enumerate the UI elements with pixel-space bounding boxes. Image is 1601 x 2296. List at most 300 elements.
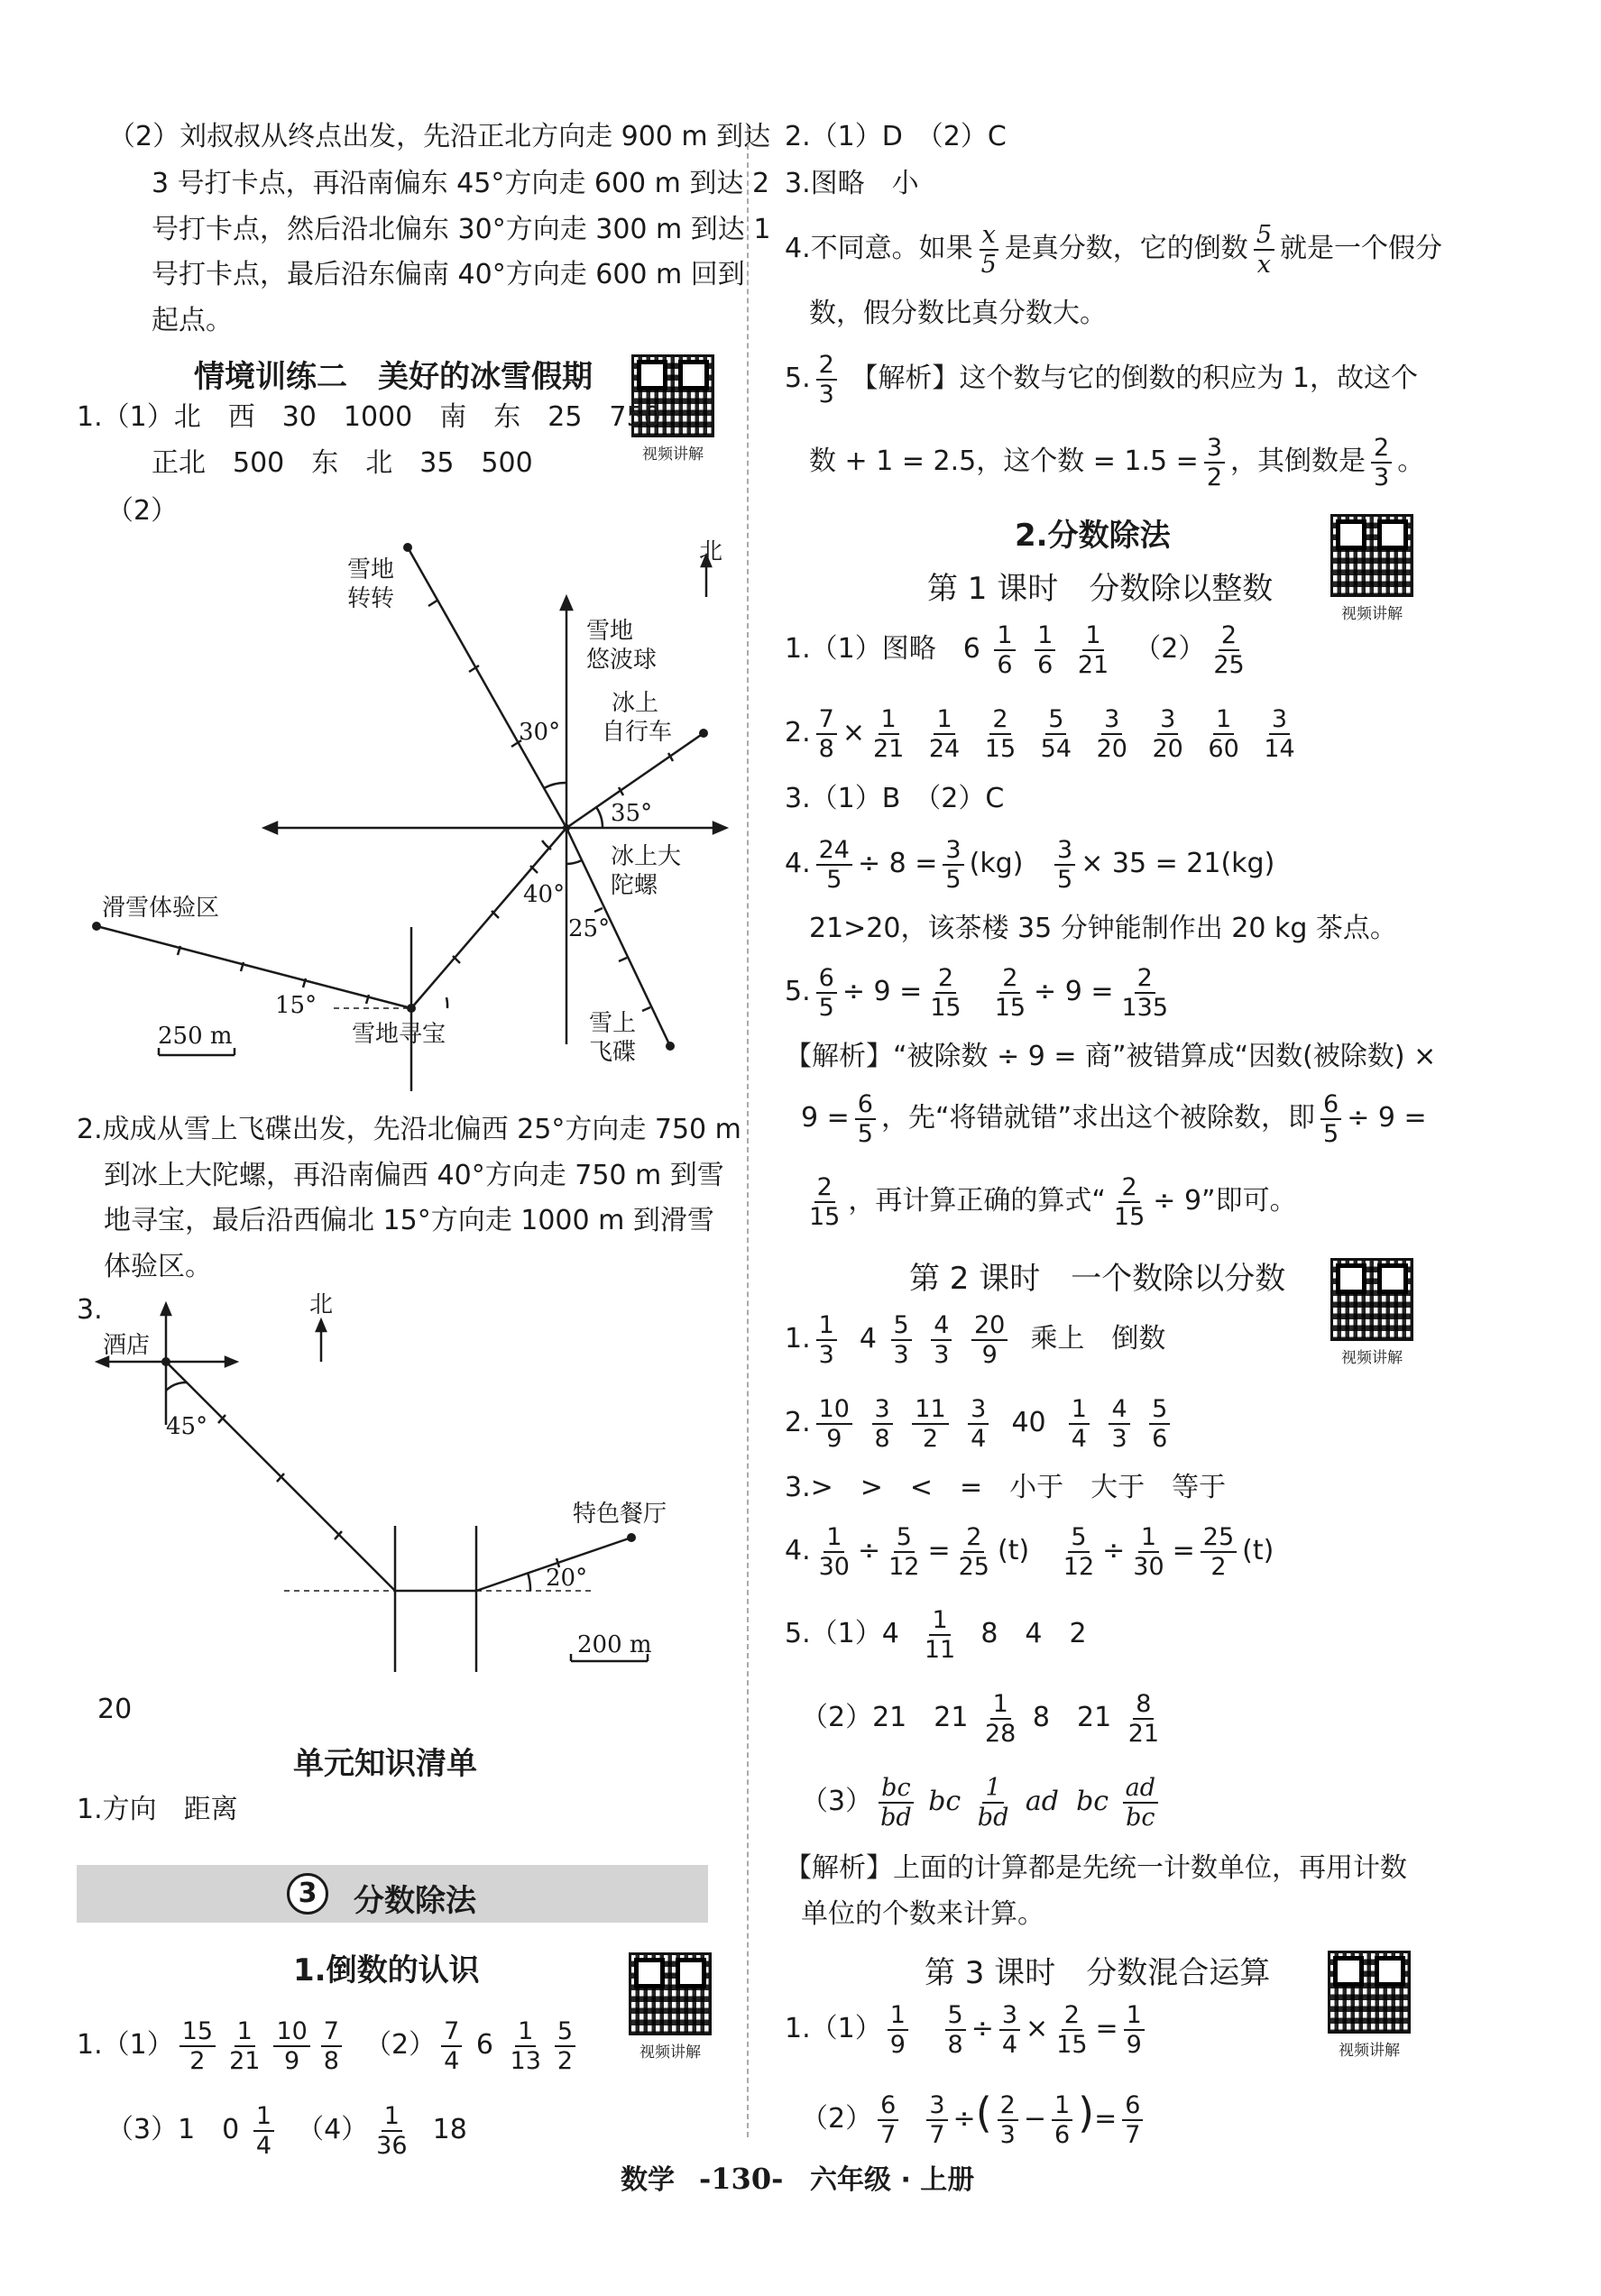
fraction bbox=[373, 2102, 409, 2160]
fraction bbox=[1205, 705, 1241, 763]
numerator: 1 bbox=[934, 705, 954, 735]
answer-2-line-4: 号打卡点，最后沿东偏南 40°方向走 600 m 回到 bbox=[152, 259, 745, 290]
denominator: 9 bbox=[826, 1424, 842, 1453]
denominator: 3 bbox=[893, 1340, 909, 1369]
numerator: 7 bbox=[321, 2017, 342, 2047]
denominator: 21 bbox=[1077, 650, 1109, 679]
qr-code bbox=[1330, 1258, 1413, 1341]
denominator: 4 bbox=[1001, 2030, 1018, 2059]
fraction bbox=[1038, 705, 1074, 763]
qr-caption: 视频讲解 bbox=[1339, 2042, 1400, 2060]
k1-q1: 1.（1）图略 6 $\frac{1}{6}$ $\frac{1}{6}$ $\frac{1}{21}$ （2） $\frac{2}{25}$ bbox=[785, 613, 1253, 685]
denominator: x bbox=[1256, 250, 1272, 279]
denominator: 21 bbox=[229, 2046, 261, 2075]
numerator: 1 bbox=[929, 1606, 950, 1636]
fraction bbox=[872, 1395, 893, 1453]
fraction bbox=[1210, 621, 1247, 679]
numerator: 3 bbox=[926, 2091, 947, 2121]
fraction bbox=[927, 964, 963, 1022]
numerator: 6 bbox=[816, 964, 837, 994]
numerator: 3 bbox=[1157, 705, 1178, 735]
denominator: 3 bbox=[1374, 463, 1390, 491]
answer-q2-line-1: 2.成成从雪上飞碟出发，先沿北偏西 25°方向走 750 m bbox=[77, 1114, 741, 1145]
reciprocal-q1-row-2: （3）1 0 $\frac{1}{4}$ （4） $\frac{1}{36}$ 18 bbox=[106, 2101, 467, 2160]
fraction bbox=[931, 1311, 952, 1369]
denominator: 5 bbox=[1323, 1119, 1339, 1148]
denominator: 8 bbox=[323, 2046, 339, 2075]
denominator: bc bbox=[1126, 1803, 1155, 1832]
answer-q2-line-2: 到冰上大陀螺，再沿南偏西 40°方向走 750 m 到雪 bbox=[104, 1160, 724, 1191]
numerator: 1 bbox=[888, 2001, 908, 2031]
numerator: 1 bbox=[253, 2102, 274, 2132]
numerator: 3 bbox=[1101, 705, 1122, 735]
denominator: 20 bbox=[1096, 734, 1127, 763]
r-answer-4-line-2: 数，假分数比真分数大。 bbox=[809, 298, 1107, 329]
fraction bbox=[1052, 2091, 1072, 2149]
denominator: 20 bbox=[1152, 734, 1183, 763]
fraction bbox=[816, 1395, 852, 1453]
map1-angle-35: 35° bbox=[611, 800, 653, 827]
fraction bbox=[1149, 705, 1185, 763]
denominator: 30 bbox=[1133, 1552, 1164, 1581]
map1-bike-1: 冰上 bbox=[612, 690, 659, 717]
denominator: 2 bbox=[1206, 463, 1222, 491]
map2-angle-20: 20° bbox=[546, 1565, 588, 1592]
numerator: 5 bbox=[945, 2001, 966, 2031]
denominator: 4 bbox=[1071, 1424, 1087, 1453]
fraction bbox=[1122, 2091, 1143, 2149]
k2-analysis-line-1: 【解析】上面的计算都是先统一计数单位，再用计数 bbox=[785, 1852, 1407, 1884]
footer-grade: 六年级 · 上册 bbox=[810, 2164, 975, 2196]
fraction bbox=[886, 1523, 922, 1581]
fraction bbox=[441, 2017, 462, 2075]
numerator: 24 bbox=[816, 836, 852, 866]
denominator: 2 bbox=[922, 1424, 939, 1453]
k2-q2: 2. $\frac{10}{9}$ $\frac{3}{8}$ $\frac{11}{2}$ $\frac{3}{4}$ 40 $\frac{1}{4}$ $\frac{4}{3}$ $\frac{5}{6}$ bbox=[785, 1387, 1175, 1459]
numerator: 25 bbox=[1201, 1523, 1237, 1553]
fraction bbox=[999, 2001, 1020, 2059]
fraction bbox=[982, 1690, 1018, 1748]
denominator: bd bbox=[880, 1803, 912, 1832]
numerator: 2 bbox=[935, 964, 956, 994]
numerator: 5 bbox=[891, 1311, 912, 1341]
denominator: 25 bbox=[1213, 650, 1245, 679]
denominator: 6 bbox=[1037, 650, 1054, 679]
k1-q5: 5. $\frac{6}{5}$ ÷ 9 = $\frac{2}{15}$ $\frac{2}{15}$ ÷ 9 = $\frac{2}{135}$ bbox=[785, 956, 1176, 1028]
numerator: 1 bbox=[1069, 1395, 1090, 1425]
qr-code bbox=[1330, 514, 1413, 597]
numerator: 1 bbox=[1138, 1523, 1159, 1553]
fraction bbox=[994, 621, 1015, 679]
fraction bbox=[1094, 705, 1130, 763]
fraction bbox=[891, 1311, 912, 1369]
k2-q4: 4. $\frac{1}{30}$ ÷ $\frac{5}{12}$ = $\frac{2}{25}$ (t) $\frac{5}{12}$ ÷ $\frac{1}{30}$ = $\frac{25}{2}$ (t) bbox=[785, 1522, 1274, 1581]
unit-number-badge: 3 bbox=[287, 1873, 328, 1915]
fraction bbox=[992, 964, 1028, 1022]
fraction bbox=[926, 2091, 947, 2149]
footer-subject: 数学 bbox=[621, 2164, 675, 2196]
map1-zhuanzhuan-1: 雪地 bbox=[347, 556, 395, 583]
denominator: 4 bbox=[971, 1424, 987, 1453]
denominator: 15 bbox=[1056, 2030, 1088, 2059]
map1-angle-30: 30° bbox=[519, 719, 561, 746]
numerator: 3 bbox=[943, 836, 963, 866]
k1-q4-line-2: 21>20，该茶楼 35 分钟能制作出 20 kg 茶点。 bbox=[809, 913, 1397, 944]
denominator: 14 bbox=[1264, 734, 1295, 763]
denominator: 13 bbox=[510, 2046, 541, 2075]
fraction bbox=[912, 1395, 948, 1453]
numerator: 15 bbox=[179, 2017, 216, 2047]
denominator: 15 bbox=[809, 1202, 841, 1231]
denominator: 5 bbox=[857, 1119, 873, 1148]
lesson-2-title: 第 2 课时 一个数除以分数 bbox=[909, 1261, 1286, 1297]
map1-north-label: 北 bbox=[699, 538, 723, 565]
numerator: 11 bbox=[912, 1395, 948, 1425]
map1-scale: 250 m bbox=[158, 1023, 233, 1050]
numerator: 1 bbox=[879, 705, 899, 735]
fraction bbox=[1261, 705, 1297, 763]
fraction bbox=[922, 1606, 958, 1664]
numerator: 5 bbox=[1045, 705, 1066, 735]
map1-angle-15: 15° bbox=[275, 992, 317, 1019]
denominator: 5 bbox=[818, 993, 834, 1022]
denominator: 3 bbox=[818, 1340, 834, 1369]
k1-analysis-line-3: $\frac{2}{15}$ ，再计算正确的算式“ $\frac{2}{15}$ ÷ 9”即可。 bbox=[801, 1165, 1297, 1237]
unit-title: 分数除法 bbox=[354, 1883, 476, 1919]
fraction bbox=[816, 1311, 837, 1369]
numerator: 2 bbox=[816, 351, 837, 381]
k1-q4: 4. $\frac{24}{5}$ ÷ 8 = $\frac{3}{5}$ (kg) $\frac{3}{5}$ × 35 = 21(kg) bbox=[785, 835, 1275, 894]
numerator: 10 bbox=[273, 2017, 309, 2047]
map1-xunbao: 雪地寻宝 bbox=[352, 1021, 446, 1048]
r-answer-4: 4.不同意。如果 $\frac{x}{5}$ 是真分数，它的倒数 $\frac{5}{x}$ 就是一个假分 bbox=[785, 220, 1442, 279]
fraction bbox=[816, 705, 837, 763]
map1-tuoluo-2: 陀螺 bbox=[611, 872, 658, 899]
fraction bbox=[555, 2017, 575, 2075]
r-answer-3: 3.图略 小 bbox=[785, 168, 919, 199]
r-answer-2: 2.（1）D （2）C bbox=[785, 121, 1007, 152]
denominator: 6 bbox=[1152, 1424, 1168, 1453]
fraction bbox=[979, 221, 999, 279]
denominator: 25 bbox=[958, 1552, 989, 1581]
map2-scale: 200 m bbox=[577, 1631, 652, 1658]
denominator: 12 bbox=[1063, 1552, 1095, 1581]
k1-analysis-line-2: 9 = $\frac{6}{5}$ ，先“将错就错”求出这个被除数，即 $\frac{6}{5}$ ÷ 9 = bbox=[801, 1089, 1427, 1148]
fraction bbox=[926, 705, 962, 763]
map1-tuoluo-1: 冰上大 bbox=[611, 843, 682, 870]
numerator: 2 bbox=[963, 1523, 984, 1553]
numerator: 4 bbox=[931, 1311, 952, 1341]
column-divider bbox=[747, 126, 749, 2137]
section-title-fraction-division: 2.分数除法 bbox=[1015, 518, 1171, 554]
fraction bbox=[945, 2001, 966, 2059]
denominator: 21 bbox=[872, 734, 905, 763]
fraction bbox=[1061, 1523, 1097, 1581]
numerator: 2 bbox=[999, 964, 1020, 994]
numerator: 3 bbox=[872, 1395, 893, 1425]
denominator: 21 bbox=[1127, 1719, 1160, 1748]
numerator: bc bbox=[879, 1774, 913, 1804]
numerator: 2 bbox=[1371, 434, 1392, 464]
fraction bbox=[855, 1090, 876, 1148]
fraction bbox=[1254, 221, 1274, 279]
k1-analysis-line-1: 【解析】“被除数 ÷ 9 = 商”被错算成“因数(被除数) × bbox=[785, 1041, 1437, 1072]
knowledge-list-title: 单元知识清单 bbox=[293, 1746, 477, 1782]
numerator: 2 bbox=[1219, 621, 1239, 651]
answer-q3-label: 3. bbox=[77, 1294, 103, 1326]
denominator: 11 bbox=[924, 1635, 956, 1664]
fraction bbox=[1124, 2001, 1145, 2059]
denominator: 3 bbox=[818, 380, 834, 409]
fraction bbox=[888, 2001, 908, 2059]
denominator: 4 bbox=[444, 2046, 460, 2075]
numerator: 6 bbox=[878, 2091, 898, 2121]
map1-zhuanzhuan-2: 转转 bbox=[347, 585, 395, 612]
denominator: 9 bbox=[981, 1340, 998, 1369]
fraction bbox=[1118, 964, 1171, 1022]
fraction bbox=[1054, 2001, 1090, 2059]
numerator: 20 bbox=[971, 1311, 1008, 1341]
qr-caption: 视频讲解 bbox=[1341, 605, 1403, 623]
r-answer-5: 5. $\frac{2}{3}$ 【解析】这个数与它的倒数的积应为 1，故这个 bbox=[785, 350, 1418, 409]
map1-youbo-2: 悠波球 bbox=[586, 647, 658, 674]
denominator: bd bbox=[977, 1803, 1009, 1832]
denominator: 15 bbox=[930, 993, 962, 1022]
numerator: 2 bbox=[989, 705, 1010, 735]
numerator: 8 bbox=[1133, 1690, 1154, 1720]
numerator: 7 bbox=[816, 705, 837, 735]
numerator: 2 bbox=[998, 2091, 1018, 2121]
numerator: 1 bbox=[1213, 705, 1234, 735]
numerator: 7 bbox=[441, 2017, 462, 2047]
fraction bbox=[816, 964, 837, 1022]
fraction bbox=[982, 705, 1018, 763]
map-hotel-restaurant bbox=[90, 1290, 704, 1686]
denominator: 9 bbox=[284, 2046, 300, 2075]
numerator: 3 bbox=[968, 1395, 989, 1425]
fraction bbox=[1126, 1690, 1162, 1748]
denominator: 9 bbox=[889, 2030, 906, 2059]
qr-code bbox=[629, 1952, 712, 2035]
map1-huaxue: 滑雪体验区 bbox=[102, 895, 220, 922]
fraction bbox=[998, 2091, 1018, 2149]
fraction bbox=[971, 1311, 1008, 1369]
map-winter-venues bbox=[77, 532, 744, 1109]
denominator: 8 bbox=[874, 1424, 890, 1453]
k2-q5-1: 5.（1）4 $\frac{1}{11}$ 8 4 2 bbox=[785, 1605, 1087, 1664]
denominator: 2 bbox=[189, 2046, 206, 2075]
scenario-q1-line-2: 正北 500 东 北 35 500 bbox=[152, 447, 533, 479]
numerator: 6 bbox=[1122, 2091, 1143, 2121]
answer-2-line-1: （2）刘叔叔从终点出发，先沿正北方向走 900 m 到达 bbox=[108, 121, 771, 152]
lesson-3-title: 第 3 课时 分数混合运算 bbox=[925, 1955, 1271, 1991]
k1-q3: 3.（1）B （2）C bbox=[785, 783, 1005, 814]
fraction bbox=[943, 836, 963, 894]
numerator: 1 bbox=[816, 1311, 837, 1341]
map1-feidie-1: 雪上 bbox=[589, 1010, 637, 1037]
fraction bbox=[321, 2017, 342, 2075]
numerator: 1 bbox=[1124, 2001, 1145, 2031]
denominator: 30 bbox=[818, 1552, 850, 1581]
fraction bbox=[1109, 1395, 1129, 1453]
fraction bbox=[1201, 1523, 1237, 1581]
denominator: 8 bbox=[947, 2030, 963, 2059]
qr-caption: 视频讲解 bbox=[639, 2043, 701, 2062]
qr-caption: 视频讲解 bbox=[642, 445, 704, 464]
section-title-scenario-2: 情境训练二 美好的冰雪假期 bbox=[194, 359, 593, 395]
denominator: 9 bbox=[1126, 2030, 1142, 2059]
denominator: 135 bbox=[1121, 993, 1169, 1022]
fraction bbox=[816, 836, 852, 894]
answer-2-line-5: 起点。 bbox=[152, 305, 233, 336]
map1-bike-2: 自行车 bbox=[602, 719, 673, 746]
map1-angle-25: 25° bbox=[568, 915, 611, 942]
fraction bbox=[1320, 1090, 1341, 1148]
denominator: 15 bbox=[984, 734, 1017, 763]
answer-2-line-3: 号打卡点，然后沿北偏东 30°方向走 300 m 到达 1 bbox=[152, 214, 771, 245]
numerator: 2 bbox=[814, 1173, 835, 1203]
denominator: 2 bbox=[557, 2046, 574, 2075]
fraction bbox=[878, 2091, 898, 2149]
lesson-title-reciprocal: 1.倒数的认识 bbox=[293, 1952, 480, 1988]
fraction bbox=[816, 351, 837, 409]
denominator: 3 bbox=[934, 1340, 950, 1369]
numerator: 5 bbox=[1254, 221, 1274, 251]
numerator: 3 bbox=[1269, 705, 1290, 735]
k3-q2: （2） $\frac{6}{7}$ $\frac{3}{7}$ ÷( $\frac{2}{3}$ − $\frac{1}{6}$ )= $\frac{6}{7}$ bbox=[801, 2077, 1148, 2155]
denominator: 12 bbox=[888, 1552, 920, 1581]
fraction bbox=[179, 2017, 216, 2075]
denominator: 5 bbox=[980, 250, 997, 279]
denominator: 3 bbox=[1111, 1424, 1127, 1453]
fraction bbox=[806, 1173, 842, 1231]
r-answer-5-line-2: 数 + 1 = 2.5，这个数 = 1.5 = $\frac{3}{2}$ ，其倒数是 $\frac{2}{3}$ 。 bbox=[809, 433, 1425, 491]
fraction bbox=[273, 2017, 309, 2075]
numerator: 1 bbox=[824, 1523, 844, 1553]
denominator: 24 bbox=[928, 734, 961, 763]
fraction bbox=[1371, 434, 1392, 491]
answer-2-line-2: 3 号打卡点，再沿南偏东 45°方向走 600 m 到达 2 bbox=[152, 168, 770, 199]
numerator: 5 bbox=[555, 2017, 575, 2047]
denominator: 6 bbox=[1054, 2120, 1071, 2149]
fraction bbox=[816, 1523, 852, 1581]
numerator: 1 bbox=[994, 621, 1015, 651]
denominator: 54 bbox=[1040, 734, 1072, 763]
numerator: 6 bbox=[855, 1090, 876, 1120]
numerator: 4 bbox=[1109, 1395, 1129, 1425]
fraction bbox=[1111, 1173, 1147, 1231]
fraction bbox=[226, 2017, 262, 2075]
denominator: 5 bbox=[1057, 865, 1073, 894]
fraction bbox=[1130, 1523, 1166, 1581]
denominator: 15 bbox=[994, 993, 1026, 1022]
fraction bbox=[253, 2102, 274, 2160]
fraction bbox=[1054, 836, 1075, 894]
numerator: 3 bbox=[1054, 836, 1075, 866]
map2-hotel: 酒店 bbox=[103, 1332, 151, 1359]
denominator: 15 bbox=[1113, 1202, 1146, 1231]
fraction bbox=[1075, 621, 1111, 679]
numerator: 2 bbox=[1135, 964, 1155, 994]
denominator: 3 bbox=[999, 2120, 1016, 2149]
scenario-q1-line-1: 1.（1）北 西 30 1000 南 东 25 750 bbox=[77, 401, 661, 433]
fraction bbox=[956, 1523, 992, 1581]
fraction bbox=[1204, 434, 1225, 491]
answer-q2-line-4: 体验区。 bbox=[104, 1251, 212, 1282]
k1-q2: 2. $\frac{7}{8}$ × $\frac{1}{21}$ $\frac{1}{24}$ $\frac{2}{15}$ $\frac{5}{54}$ $\frac{3}{20}$ $\frac{3}{20}$ $\frac{1}{60}$ $\frac{3}{14}$ bbox=[785, 697, 1303, 769]
numerator: 6 bbox=[1320, 1090, 1341, 1120]
fraction bbox=[878, 1774, 915, 1832]
fraction bbox=[968, 1395, 989, 1453]
fraction bbox=[975, 1774, 1012, 1832]
knowledge-q1: 1.方向 距离 bbox=[77, 1794, 238, 1825]
numerator: 1 bbox=[1052, 2091, 1072, 2121]
numerator: 2 bbox=[1062, 2001, 1082, 2031]
numerator: 1 bbox=[515, 2017, 536, 2047]
denominator: 7 bbox=[1125, 2120, 1141, 2149]
k2-analysis-line-2: 单位的个数来计算。 bbox=[801, 1898, 1044, 1930]
numerator: x bbox=[980, 221, 998, 251]
denominator: 8 bbox=[818, 734, 834, 763]
denominator: 2 bbox=[1210, 1552, 1227, 1581]
map1-feidie-2: 飞碟 bbox=[589, 1039, 637, 1066]
fraction bbox=[870, 705, 906, 763]
qr-code bbox=[1328, 1951, 1411, 2034]
numerator: 1 bbox=[1035, 621, 1055, 651]
reciprocal-q1-row: 1.（1） $\frac{15}{2}$ $\frac{1}{21}$ $\frac{10}{9}$ $\frac{7}{8}$ （2） $\frac{7}{4}$ 6 $\frac{1}{13}$ $\frac{5}{2}$ bbox=[77, 2009, 581, 2081]
numerator: ad bbox=[1123, 1774, 1158, 1804]
map2-north-label: 北 bbox=[309, 1291, 334, 1318]
map1-angle-40: 40° bbox=[523, 881, 566, 908]
scenario-q1-sub2: （2） bbox=[106, 495, 179, 527]
k3-q1: 1.（1） $\frac{1}{9}$ $\frac{5}{8}$ ÷ $\frac{3}{4}$ × $\frac{2}{15}$ = $\frac{1}{9}$ bbox=[785, 1993, 1150, 2065]
numerator: 3 bbox=[1204, 434, 1225, 464]
lesson-1-title: 第 1 课时 分数除以整数 bbox=[927, 571, 1274, 607]
numerator: 1 bbox=[235, 2017, 255, 2047]
numerator: 1 bbox=[1082, 621, 1103, 651]
answer-q2-line-3: 地寻宝，最后沿西偏北 15°方向走 1000 m 到滑雪 bbox=[104, 1205, 714, 1236]
numerator: 5 bbox=[1149, 1395, 1170, 1425]
numerator: 1 bbox=[382, 2102, 402, 2132]
qr-caption: 视频讲解 bbox=[1341, 1349, 1403, 1367]
denominator: 36 bbox=[376, 2131, 408, 2160]
denominator: 4 bbox=[255, 2131, 271, 2160]
denominator: 28 bbox=[984, 1719, 1017, 1748]
denominator: 6 bbox=[997, 650, 1013, 679]
denominator: 5 bbox=[826, 865, 842, 894]
k2-q3: 3.> > < = 小于 大于 等于 bbox=[785, 1472, 1227, 1503]
fraction bbox=[1069, 1395, 1090, 1453]
answer-q3-value: 20 bbox=[97, 1694, 133, 1725]
fraction bbox=[1149, 1395, 1170, 1453]
map2-angle-45: 45° bbox=[166, 1413, 208, 1440]
denominator: 5 bbox=[945, 865, 962, 894]
fraction bbox=[508, 2017, 544, 2075]
numerator: 3 bbox=[999, 2001, 1020, 2031]
denominator: 7 bbox=[929, 2120, 945, 2149]
fraction bbox=[1123, 1774, 1158, 1832]
fraction bbox=[1035, 621, 1055, 679]
k2-q5-3: （3） $\frac{bc}{bd}$ bc $\frac{1}{bd}$ ad bc $\frac{ad}{bc}$ bbox=[801, 1766, 1164, 1838]
denominator: 7 bbox=[880, 2120, 897, 2149]
numerator: 10 bbox=[816, 1395, 852, 1425]
numerator: 1 bbox=[990, 1690, 1011, 1720]
k2-q1: 1. $\frac{1}{3}$ 4 $\frac{5}{3}$ $\frac{4}{3}$ $\frac{20}{9}$ 乘上 倒数 bbox=[785, 1310, 1166, 1369]
numerator: 5 bbox=[894, 1523, 915, 1553]
footer-page-number: -130- bbox=[699, 2162, 784, 2196]
k2-q5-2: （2）21 21 $\frac{1}{28}$ 8 21 $\frac{8}{21}$ bbox=[801, 1682, 1167, 1754]
denominator: 60 bbox=[1208, 734, 1239, 763]
